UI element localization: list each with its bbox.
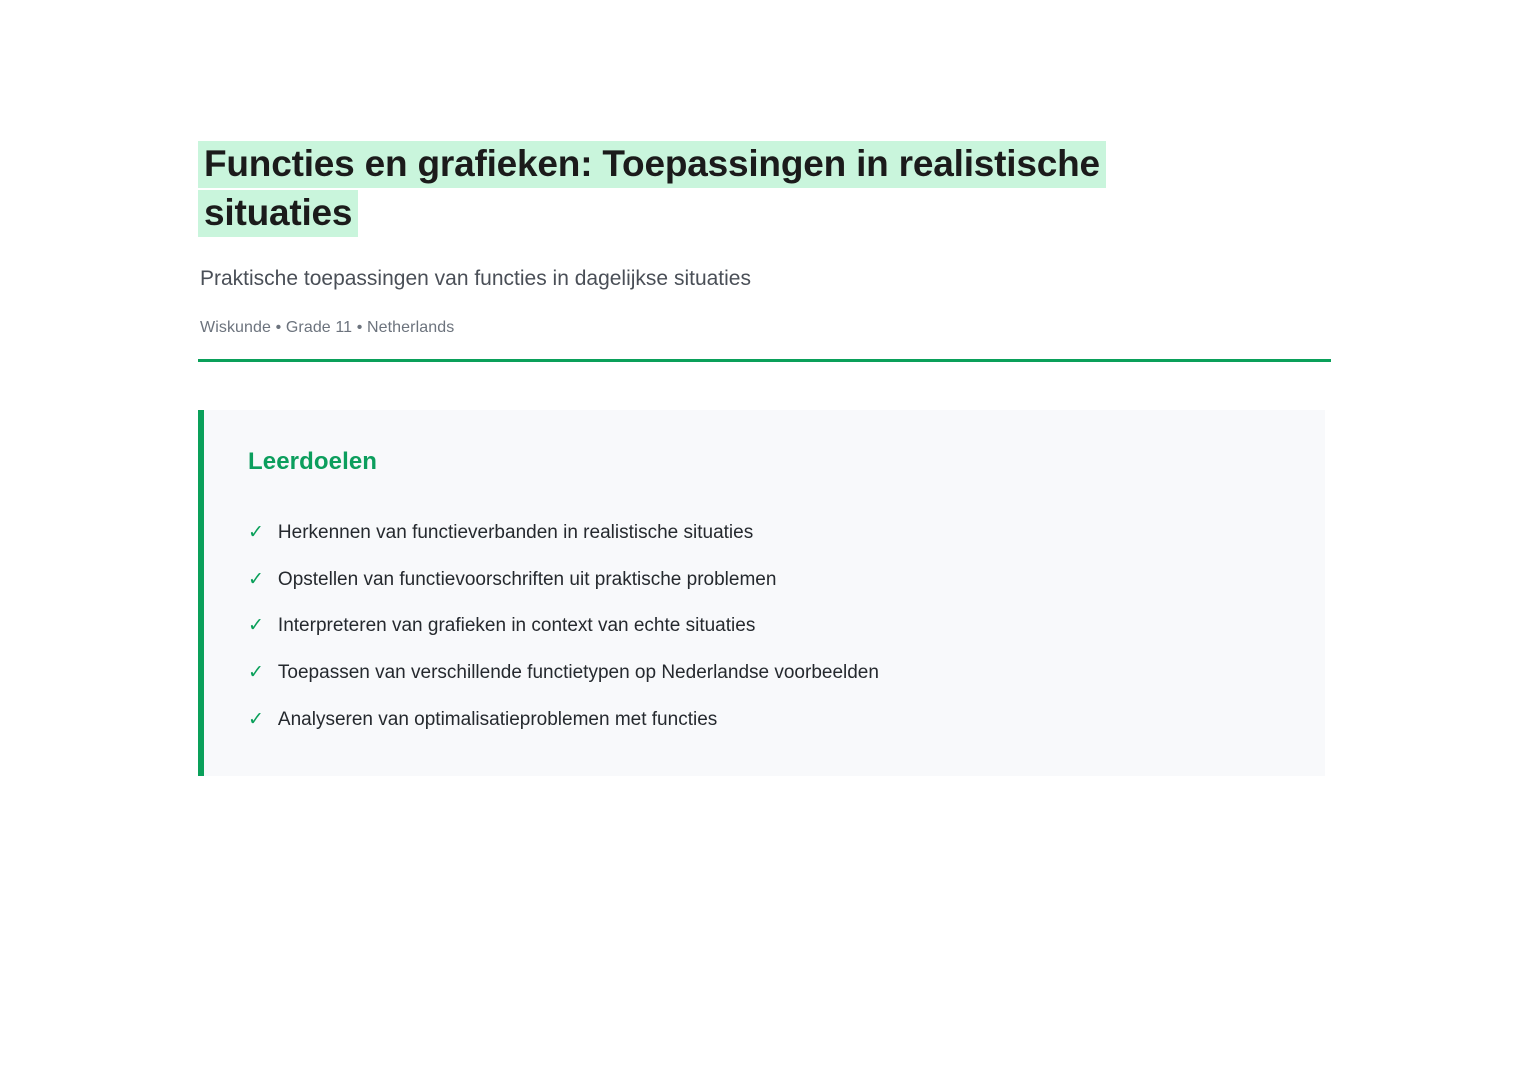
check-icon: ✓: [248, 522, 264, 544]
title-divider: [198, 359, 1331, 362]
list-item-label: Toepassen van verschillende functietypen op Nederlandse voorbeelden: [277, 661, 879, 683]
check-icon: ✓: [248, 708, 264, 730]
learning-objectives-heading: Leerdoelen: [248, 448, 378, 476]
page-title-text: Functies en grafieken: Toepassingen in realistische situaties: [198, 141, 1106, 237]
check-icon: ✓: [248, 661, 264, 683]
learning-objectives-list: [248, 520, 1281, 732]
list-item: [248, 520, 1281, 546]
list-item-label: Interpreteren van grafieken in context van echte situaties: [277, 615, 756, 637]
list-item-label: Herkennen van functieverbanden in realistische situaties: [277, 522, 754, 544]
list-item-label: Opstellen van functievoorschriften uit praktische problemen: [277, 568, 777, 590]
page-subtitle: Praktische toepassingen van functies in dagelijkse situaties: [200, 266, 751, 290]
check-icon: ✓: [248, 615, 264, 637]
list-item-label: Analyseren van optimalisatieproblemen met functies: [277, 708, 718, 730]
document-meta: Wiskunde • Grade 11 • Netherlands: [200, 319, 455, 337]
learning-objectives-card: [198, 410, 1325, 776]
list-item: [248, 707, 1281, 733]
list-item: [248, 613, 1281, 639]
document-content: [198, 140, 1331, 776]
list-item: [248, 660, 1281, 686]
check-icon: ✓: [248, 568, 264, 590]
page-title: [198, 140, 1198, 238]
list-item: [248, 567, 1281, 593]
